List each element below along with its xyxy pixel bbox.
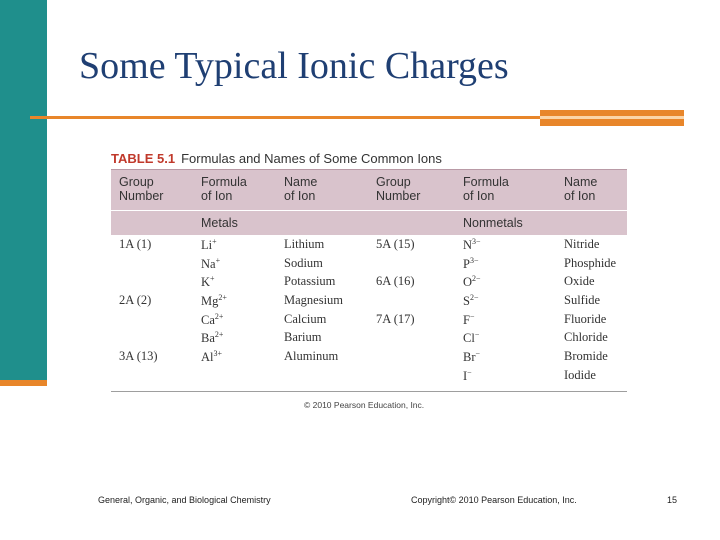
ion-charge: + xyxy=(210,274,215,284)
cell-text: 5A (15) xyxy=(376,237,415,251)
cell-text: Ca xyxy=(201,312,215,327)
formula-cell xyxy=(201,274,215,290)
header-name-nonmetals xyxy=(564,175,597,203)
cell-text: 2A (2) xyxy=(119,293,152,308)
cell-text: S xyxy=(463,294,470,309)
header-text: Number xyxy=(119,189,164,203)
table-label: TABLE 5.1 xyxy=(111,151,176,166)
cell-text: Fluoride xyxy=(564,311,607,326)
formula-cell xyxy=(463,312,474,328)
header-text: Group xyxy=(119,175,154,189)
header-text: Number xyxy=(376,189,421,203)
cell-text: Ba xyxy=(201,331,215,346)
header-text: of Ion xyxy=(463,189,495,203)
formula-cell xyxy=(201,330,223,346)
cell-text: Bromide xyxy=(564,349,608,364)
left-accent-bar xyxy=(0,0,47,384)
title-underline xyxy=(30,116,540,119)
cell-text: Barium xyxy=(284,330,322,345)
ion-charge: − xyxy=(475,349,481,359)
table-row xyxy=(111,310,627,329)
cell-text: Li xyxy=(201,238,213,252)
ion-charge: 3− xyxy=(472,237,481,246)
ion-charge: 2+ xyxy=(214,330,224,340)
ion-charge: 3+ xyxy=(213,349,223,359)
table-row xyxy=(111,328,627,347)
ion-charge: − xyxy=(469,311,475,321)
page-number: 15 xyxy=(667,495,678,505)
title-underline-box-highlight xyxy=(540,116,684,119)
table-subheader xyxy=(111,210,627,235)
ion-name-cell xyxy=(564,312,606,327)
ion-charge: 3− xyxy=(469,255,479,265)
metals-label: Metals xyxy=(201,216,238,230)
formula-cell xyxy=(201,256,220,272)
ion-name-cell xyxy=(284,256,323,271)
cell-text: 6A (16) xyxy=(376,274,415,289)
cell-text: 7A (17) xyxy=(376,311,415,326)
table-header xyxy=(111,169,627,210)
ion-name-cell xyxy=(564,237,599,252)
header-text: Group xyxy=(376,175,411,189)
ion-name-cell xyxy=(284,293,343,308)
header-text: Name xyxy=(564,175,598,189)
table-row xyxy=(111,272,627,291)
cell-text: 3A (13) xyxy=(119,349,158,364)
formula-cell xyxy=(463,237,481,253)
ion-name-cell xyxy=(284,312,326,327)
ion-charge: − xyxy=(474,330,480,340)
ion-name-cell xyxy=(284,237,324,252)
header-name-metals xyxy=(284,175,317,203)
cell-text: Phosphide xyxy=(564,255,617,270)
header-formula-nonmetals xyxy=(463,175,509,203)
ion-charge: 2+ xyxy=(214,311,224,321)
cell-text: N xyxy=(463,238,473,252)
table-caption-text: Formulas and Names of Some Common Ions xyxy=(181,151,442,166)
ion-name-cell xyxy=(564,368,596,383)
header-text: Formula xyxy=(201,175,247,189)
footer-course: General, Organic, and Biological Chemistry xyxy=(98,495,271,505)
slide-title: Some Typical Ionic Charges xyxy=(79,45,509,87)
header-text: Formula xyxy=(463,175,509,189)
cell-text: Na xyxy=(201,256,216,271)
formula-cell xyxy=(463,349,480,365)
table-row xyxy=(111,366,627,385)
cell-text: Magnesium xyxy=(284,293,344,308)
cell-text: Calcium xyxy=(284,311,327,326)
cell-text: Al xyxy=(201,350,214,365)
header-formula-metals xyxy=(201,175,247,203)
group-number-cell xyxy=(376,312,415,327)
group-number-cell xyxy=(119,349,158,364)
group-number-cell xyxy=(119,237,151,252)
ion-charge: 2− xyxy=(469,293,479,303)
header-text: of Ion xyxy=(201,189,233,203)
formula-cell xyxy=(463,274,481,290)
nonmetals-label: Nonmetals xyxy=(463,216,523,230)
cell-text: Sulfide xyxy=(564,293,601,308)
cell-text: Aluminum xyxy=(284,349,339,364)
table-caption xyxy=(111,151,442,166)
cell-text: Iodide xyxy=(564,367,596,382)
group-number-cell xyxy=(119,293,151,308)
cell-text: P xyxy=(463,256,470,271)
ion-charge: + xyxy=(212,237,217,246)
table-row xyxy=(111,291,627,310)
group-number-cell xyxy=(376,237,415,252)
image-copyright: © 2010 Pearson Education, Inc. xyxy=(304,400,425,410)
cell-text: Potassium xyxy=(284,274,336,289)
header-group-number-nonmetals xyxy=(376,175,420,203)
ions-table xyxy=(111,169,627,392)
cell-text: Chloride xyxy=(564,330,608,345)
header-text: of Ion xyxy=(284,189,316,203)
cell-text: Sodium xyxy=(284,255,323,270)
header-text: of Ion xyxy=(564,189,596,203)
ion-charge: 2− xyxy=(472,274,481,284)
ion-charge: − xyxy=(467,367,472,377)
cell-text: Nitride xyxy=(564,237,600,251)
formula-cell xyxy=(463,256,478,272)
table-row xyxy=(111,254,627,273)
formula-cell xyxy=(463,330,479,346)
header-group-number-metals xyxy=(119,175,163,203)
group-number-cell xyxy=(376,274,415,289)
ion-charge: 2+ xyxy=(218,293,227,303)
ion-charge: + xyxy=(215,255,221,265)
table-row xyxy=(111,347,627,366)
ion-name-cell xyxy=(284,349,338,364)
footer-copyright: Copyright© 2010 Pearson Education, Inc. xyxy=(411,495,577,505)
cell-text: Cl xyxy=(463,331,475,346)
formula-cell xyxy=(463,293,478,309)
formula-cell xyxy=(201,237,217,253)
ion-name-cell xyxy=(284,330,322,345)
cell-text: 1A (1) xyxy=(119,237,152,251)
ion-name-cell xyxy=(564,349,608,364)
ion-name-cell xyxy=(564,274,595,289)
cell-text: K xyxy=(201,275,211,290)
formula-cell xyxy=(201,312,223,328)
formula-cell xyxy=(201,293,227,309)
cell-text: O xyxy=(463,275,473,290)
cell-text: Br xyxy=(463,350,476,365)
ion-name-cell xyxy=(564,330,608,345)
ion-name-cell xyxy=(564,256,616,271)
formula-cell xyxy=(463,368,472,384)
cell-text: I xyxy=(463,368,468,383)
table-body xyxy=(111,235,627,392)
header-text: Name xyxy=(284,175,318,189)
ion-name-cell xyxy=(564,293,600,308)
left-accent-stripe xyxy=(0,380,47,386)
formula-cell xyxy=(201,349,222,365)
cell-text: Lithium xyxy=(284,237,325,251)
table-row xyxy=(111,235,627,254)
ion-name-cell xyxy=(284,274,335,289)
cell-text: F xyxy=(463,312,470,327)
cell-text: Mg xyxy=(201,294,219,309)
cell-text: Oxide xyxy=(564,274,595,289)
